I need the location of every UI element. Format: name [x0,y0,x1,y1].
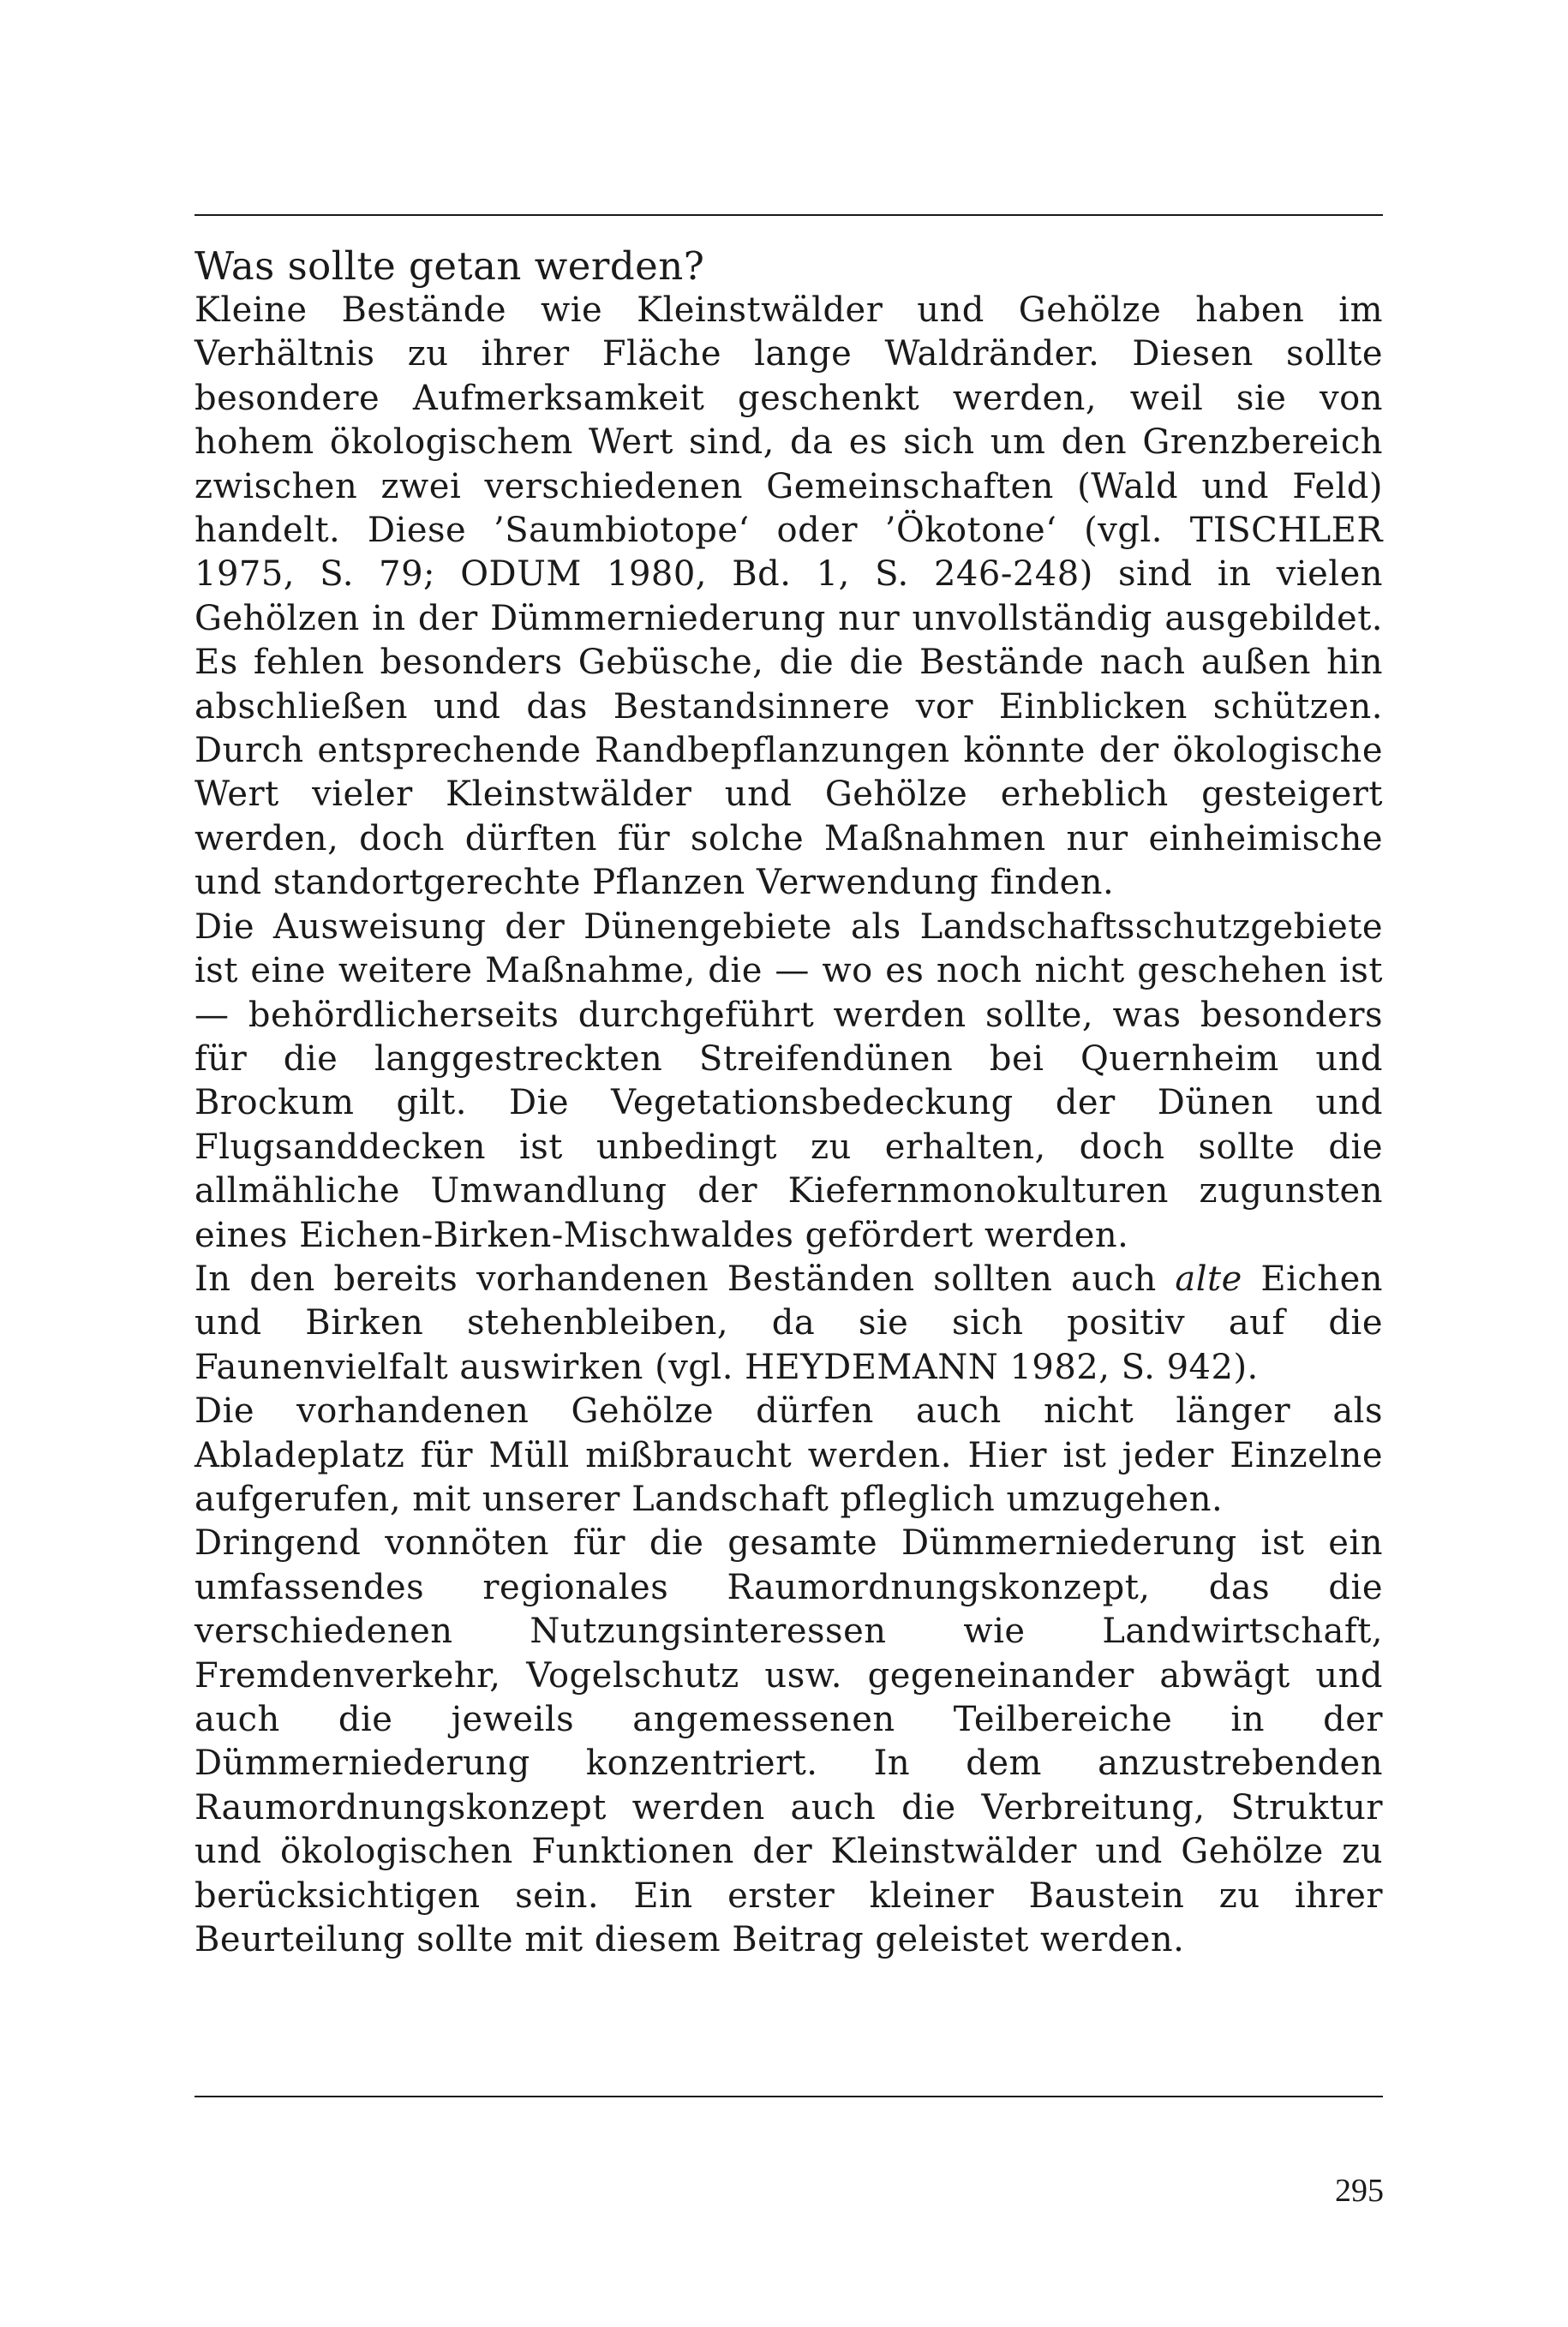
paragraph-muell: Die vorhandenen Gehölze dürfen auch nicht länger als Abladeplatz für Müll mißbraucht werden. Hier ist jeder Einzelne aufgerufen, mit unserer Landschaft pfleglich umzugehen. [195,1391,1383,1519]
paragraph-raumordnung: Dringend vonnöten für die gesamte Dümmerniederung ist ein umfassendes regionales Raumordnungskonzept, das die verschiedenen Nutzungsinteressen wie Landwirtschaft, Fremdenverkehr, Vogelschutz usw. gegeneinander abwägt und auch die jeweils angemessenen Teilbereiche in der Dümmerniederung konzentriert. In dem anzustrebenden Raumordnungskonzept werden auch die Verbreitung, Struktur und ökologischen Funktionen der Kleinstwälder und Gehölze zu berücksichtigen sein. Ein erster kleiner Baustein zu ihrer Beurteilung sollte mit diesem Beitrag geleistet werden. [195,1523,1383,1960]
paragraph-waldraender: Kleine Bestände wie Kleinstwälder und Gehölze haben im Verhältnis zu ihrer Fläche lange Waldränder. Diesen sollte besondere Aufmerksamkeit geschenkt werden, weil sie von hohem ökologischem Wert sind, da es sich um den Grenzbereich zwischen zwei verschiedenen Gemeinschaften (Wald und Feld) handelt. Diese ’Saumbiotope‘ oder ’Ökotone‘ (vgl. TISCHLER 1975, S. 79; ODUM 1980, Bd. 1, S. 246-248) sind in vielen Gehölzen in der Dümmerniederung nur unvollständig ausgebildet. Es fehlen besonders Gebüsche, die die Bestände nach außen hin abschließen und das Bestandsinnere vor Einblicken schützen. Durch entsprechende Randbepflanzungen könnte der ökologische Wert vieler Kleinstwälder und Gehölze erheblich gesteigert werden, doch dürften für solche Maßnahmen nur einheimische und standortgerechte Pflanzen Verwendung finden. [195,290,1383,903]
paragraph-alte-baeume-end: Eichen und Birken stehenbleiben, da sie sich positiv auf die Faunenvielfalt auswirken (vgl. HEYDEMANN 1982, S. 942). [195,1259,1383,1387]
bottom-rule [195,2096,1383,2097]
paragraph-alte-baeume [195,1258,1383,1390]
section-heading: Was sollte getan werden? [195,243,705,289]
top-rule [195,214,1383,216]
emphasis-alte: alte [1175,1259,1242,1299]
paragraph-alte-baeume-start: In den bereits vorhandenen Beständen sollten auch [195,1259,1176,1299]
paragraph-duenengebiete: Die Ausweisung der Dünengebiete als Landschaftsschutzgebiete ist eine weitere Maßnahme, die — wo es noch nicht geschehen ist — behördlicherseits durchgeführt werden sollte, was besonders für die langgestreckten Streifendünen bei Quernheim und Brockum gilt. Die Vegetationsbedeckung der Dünen und Flugsanddecken ist unbedingt zu erhalten, doch sollte die allmähliche Umwandlung der Kiefernmonokulturen zugunsten eines Eichen-Birken-Mischwaldes gefördert werden. [195,906,1383,1255]
main-text [195,244,1383,1962]
page-number: 295 [1335,2173,1384,2209]
